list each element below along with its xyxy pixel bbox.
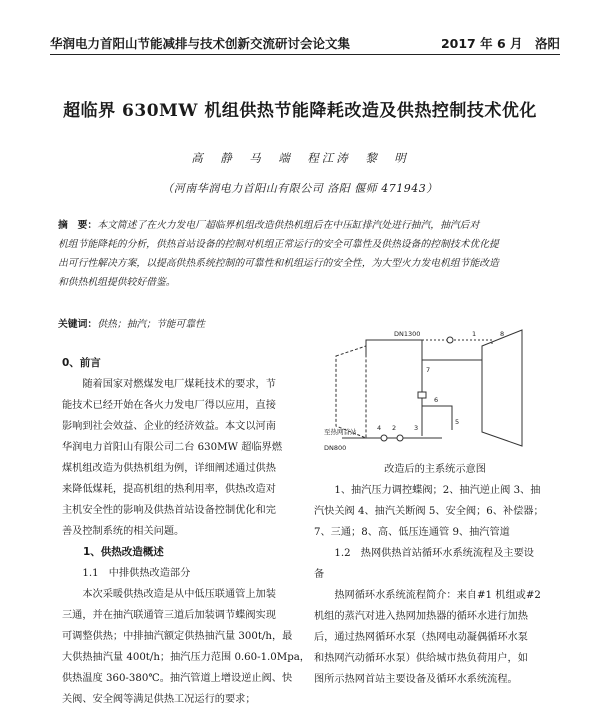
keywords-label: 关键词： (58, 319, 98, 330)
figure-legend-line: 7、三通；8、高、低压连通管 9、抽汽管道 (314, 527, 510, 538)
turbine-right (482, 330, 522, 446)
callout-8: 8 (500, 330, 505, 338)
paper-title: 超临界 630MW 机组供热节能降耗改造及供热控制技术优化 (63, 101, 537, 121)
system-schematic-figure (322, 326, 548, 454)
paragraph-line: 后，通过热网循环水泵（热网电动凝偶循环水泵 (314, 632, 528, 643)
extraction-pipe-b (422, 406, 452, 430)
abstract-line: 机组节能降耗的分析，供热首站设备的控制对机组正常运行的安全可靠性及供热设备的控制技术优化提 (58, 239, 499, 250)
running-header (50, 34, 560, 52)
keywords-text: 供热；抽汽；节能可靠性 (97, 319, 205, 330)
callout-1: 1 (472, 330, 477, 338)
callout-7: 7 (426, 366, 431, 374)
paragraph-line: 大供热抽汽量 400t/h；抽汽压力范围 0.60-1.0Mpa， (62, 652, 310, 663)
header-rule (50, 54, 560, 55)
figure-legend-line: 汽快关阀 4、抽汽关断阀 5、安全阀；6、补偿器； (314, 506, 544, 517)
callout-2: 2 (392, 424, 397, 432)
paragraph-line: 主机安全性的影响及供热首站设备控制优化和完 (62, 505, 276, 516)
figure-caption: 改造后的主系统示意图 (384, 464, 486, 475)
paper-authors: 高 静 马 端 程江涛 黎 明 (191, 151, 409, 165)
crossover-pipe-c (422, 360, 482, 366)
callout-3: 3 (414, 424, 419, 432)
section-heading-intro: 0、前言 (62, 357, 101, 369)
bypass-line (422, 340, 492, 346)
subsection-heading-1-2: 1.2 热网供热首站循环水系统流程及主要设 (314, 548, 534, 559)
left-column (62, 353, 310, 710)
paragraph-line: 和热网汽动循环水泵）供给城市热负荷用户，如 (314, 653, 528, 664)
paragraph-line: 三通，并在抽汽联通管三道后加装调节蝶阀实现 (62, 610, 276, 621)
abstract-line: 摘 要：本文简述了在火力发电厂超临界机组改造供热机组后在中压缸排汽处进行抽汽，抽汽后对 (58, 220, 480, 231)
callout-4: 4 (377, 424, 382, 432)
valve-icon (381, 435, 387, 441)
label-dn1300: DN1300 (394, 330, 421, 338)
abstract-label: 摘 要： (58, 220, 98, 231)
keywords (58, 316, 205, 330)
paragraph-line: 关阀、安全阀等满足供热工况运行的要求； (62, 694, 256, 705)
paper-affiliation: （河南华润电力首阳山有限公司 洛阳 偃师 471943） (162, 182, 438, 195)
paragraph-line: 煤机组改造为供热机组为例，详细阐述通过供热 (62, 463, 276, 474)
subsection-heading-1-2-cont: 备 (314, 569, 325, 580)
paragraph-line: 图所示热网首站主要设备及循环水系统流程。 (314, 674, 518, 685)
section-heading-1: 1、供热改造概述 (62, 546, 164, 558)
callout-5: 5 (455, 418, 460, 426)
paragraph-line: 来降低煤耗，提高机组的热利用率，供热改造对 (62, 484, 276, 495)
valve-icon (447, 337, 453, 343)
header-proceedings-title: 华润电力首阳山节能减排与技术创新交流研讨会论文集 (50, 36, 351, 51)
crossover-pipe (366, 340, 422, 356)
paragraph-line: 善及控制系统的相关问题。 (62, 526, 185, 537)
abstract (58, 216, 550, 292)
paragraph-line: 热网循环水系统流程简介：来自#1 机组或#2 (314, 590, 541, 601)
paragraph-line: 供热温度 360-380℃。抽汽管道上增设逆止阀、快 (62, 673, 293, 684)
paragraph-line: 可调整供热；中排抽汽额定供热抽汽量 300t/h，最 (62, 631, 293, 642)
subsection-heading-1-1: 1.1 中排供热改造部分 (62, 568, 191, 579)
paragraph-line: 影响到社会效益、企业的经济效益。本文以河南 (62, 421, 276, 432)
abstract-line: 出可行性解决方案，以提高供热系统控制的可靠性和机组运行的安全性，为大型火力发电机组节能改造 (58, 258, 499, 269)
paragraph-line: 本次采暖供热改造是从中低压联通管上加装 (62, 589, 276, 600)
figure-legend-line: 1、抽汽压力调控蝶阀；2、抽汽逆止阀 3、抽 (314, 485, 541, 496)
paragraph-line: 能技术已经开始在各火力发电厂得以应用，直接 (62, 400, 276, 411)
header-date-place: 2017 年 6 月 洛阳 (440, 36, 560, 51)
turbine-left (336, 346, 366, 438)
label-dn800: DN800 (324, 444, 347, 452)
callout-6: 6 (434, 396, 439, 404)
abstract-line: 和供热机组提供较好借鉴。 (58, 277, 176, 288)
label-supply: 至热网首站 (324, 428, 357, 436)
paragraph-line: 随着国家对燃煤发电厂煤耗技术的要求，节 (62, 379, 276, 390)
right-column (314, 480, 560, 690)
paragraph-line: 华润电力首阳山有限公司二台 630MW 超临界燃 (62, 442, 283, 453)
paragraph-line: 机组的蒸汽对进入热网加热器的循环水进行加热 (314, 611, 528, 622)
valve-icon (397, 435, 403, 441)
tee-icon (418, 392, 426, 398)
